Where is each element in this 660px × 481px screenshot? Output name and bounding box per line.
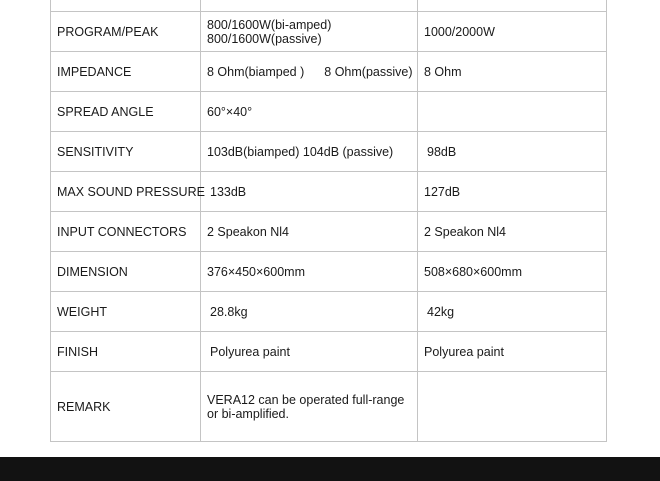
table-row	[51, 292, 607, 332]
table-row	[51, 332, 607, 372]
spec-value-part: 8 Ohm(passive)	[324, 64, 413, 79]
spec-value-1: 133dB	[201, 172, 418, 212]
spec-value-line: 800/1600W(bi-amped)	[207, 17, 332, 32]
spec-label: INPUT CONNECTORS	[51, 212, 201, 252]
table-row	[51, 252, 607, 292]
spec-value-2	[418, 92, 607, 132]
spec-label: WEIGHT	[51, 292, 201, 332]
spec-table	[50, 0, 607, 442]
table-row	[51, 12, 607, 52]
spec-value-line: or bi-amplified.	[207, 406, 289, 421]
spec-value-2: Polyurea paint	[418, 332, 607, 372]
spec-value-2: 8 Ohm	[418, 52, 607, 92]
spec-label: SPREAD ANGLE	[51, 92, 201, 132]
spec-label: SENSITIVITY	[51, 132, 201, 172]
spec-label: REMARK	[51, 372, 201, 442]
spec-value-1	[201, 372, 418, 442]
spec-label: PROGRAM/PEAK	[51, 12, 201, 52]
table-row	[51, 92, 607, 132]
spec-value-1: 60°×40°	[201, 92, 418, 132]
spec-label: IMPEDANCE	[51, 52, 201, 92]
table-row	[51, 52, 607, 92]
spec-value-2: 2 Speakon Nl4	[418, 212, 607, 252]
table-row	[51, 372, 607, 442]
table-row	[51, 132, 607, 172]
spec-value-2: 508×680×600mm	[418, 252, 607, 292]
table-row	[51, 212, 607, 252]
spec-value-2: 1000/2000W	[418, 12, 607, 52]
spec-label: MAX SOUND PRESSURE	[51, 172, 201, 212]
spec-value-1: 376×450×600mm	[201, 252, 418, 292]
spec-value-1: 28.8kg	[201, 292, 418, 332]
spec-value-2: 42kg	[418, 292, 607, 332]
footer-bar	[0, 457, 660, 481]
spec-label: DIMENSION	[51, 252, 201, 292]
spec-value-2: 98dB	[418, 132, 607, 172]
spec-value-1	[201, 52, 418, 92]
spec-value-line: VERA12 can be operated full-range	[207, 392, 405, 407]
table-row	[51, 172, 607, 212]
spec-value-2	[418, 372, 607, 442]
spec-value-2: 127dB	[418, 172, 607, 212]
spec-value-1: Polyurea paint	[201, 332, 418, 372]
spec-value-1: 103dB(biamped) 104dB (passive)	[201, 132, 418, 172]
spec-value-1: 2 Speakon Nl4	[201, 212, 418, 252]
table-row-top-cut	[51, 0, 607, 12]
spec-value-line: 800/1600W(passive)	[207, 31, 322, 46]
spec-value-1	[201, 12, 418, 52]
spec-label: FINISH	[51, 332, 201, 372]
spec-value-part: 8 Ohm(biamped )	[207, 64, 305, 79]
